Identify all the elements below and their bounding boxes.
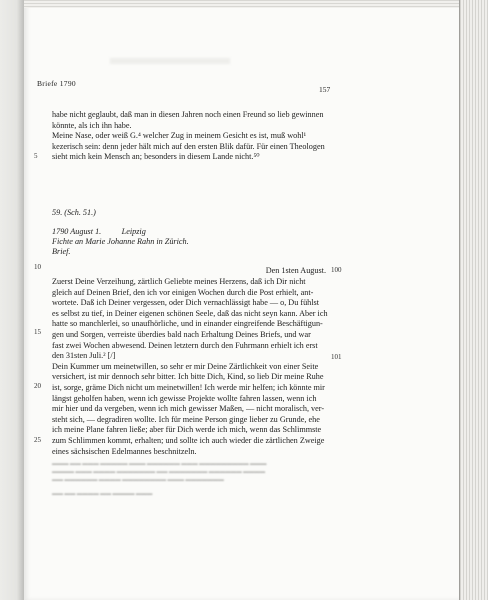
text-line: hatte so manchlerlei, so unaufhörliche, und in einander eingreifende Beschäftigun- — [52, 319, 323, 329]
text-line: den 31sten Juli.² [/] — [52, 351, 116, 361]
faded-show-through — [110, 58, 230, 64]
letter-body — [52, 277, 326, 457]
text-line: zum Schlimmen kommt, erhalten; und sollte ich auch wieder die zärtlichen Zweige — [52, 435, 325, 445]
text-line: könnte, als ich ihn habe. — [52, 120, 132, 130]
letter-recipient: Fichte an Marie Johanne Rahn in Zürich. — [52, 237, 189, 246]
text-line: gen und Sorgen, verreiste überdies bald nach Erhaltung Deines Briefs, und war — [52, 329, 311, 339]
text-line: Meine Nase, oder weiß G.⁴ welcher Zug in meinem Gesicht es ist, muß wohl¹ — [52, 131, 307, 141]
text-line: wortete. Daß ich Deiner vergessen, oder Dich vernachlässigt habe — o, Du fühlst — [52, 298, 319, 308]
line-number: 15 — [34, 328, 41, 336]
text-line: kezerisch sein: denn jeder hält mich auf den ersten Blik dafür. Für einen Theologen — [52, 141, 325, 151]
line-number: 10 — [34, 263, 41, 271]
text-line: mir hier und da vergeben, wenn ich mich gewisser Maßen, — nicht moralisch, ver- — [52, 404, 325, 414]
margin-reference-number: 100 — [331, 266, 342, 274]
text-line: Dein Kummer um meinetwillen, so sehr er mir Deine Zärtlichkeit von einer Seite — [52, 361, 319, 371]
letter-date-place: 1790 August 1. Leipzig — [52, 227, 146, 236]
text-line: längst geholfen haben, wenn ich gewisse Projekte wollte fahren lassen, wenn ich — [52, 393, 317, 403]
margin-reference-number: 101 — [331, 353, 342, 361]
blurred-footnotes: ▬▬▬ ▬▬ ▬▬▬ ▬▬▬▬▬ ▬▬▬ ▬▬▬▬▬▬ ▬▬▬ ▬▬▬▬▬▬▬▬▬ ▬▬▬ ▬▬▬▬ ▬▬▬ ▬▬▬▬ ▬▬▬▬▬▬▬ ▬▬ ▬▬▬▬▬▬▬ ▬▬▬▬▬▬ ▬▬▬▬ ▬▬ ▬▬▬▬▬▬ ▬▬▬▬ ▬▬▬▬▬▬▬▬ ▬▬▬ ▬▬▬▬▬▬▬ ▬▬ ▬▬ ▬▬▬▬ ▬▬ ▬▬▬▬ ▬▬▬ — [52, 461, 267, 497]
line-number: 20 — [34, 382, 41, 390]
page-top-edge — [24, 0, 460, 8]
line-number: 5 — [34, 152, 38, 160]
page-number: 157 — [319, 85, 331, 94]
page-stack-edge — [459, 0, 488, 600]
letter-number: 59. (Sch. 51.) — [52, 208, 96, 217]
text-line: gleich auf Deinen Brief, den ich vor einigen Wochen durch die Post erhielt, ant- — [52, 287, 314, 297]
text-line: versichert, ist mir dennoch sehr bitter. Ich bitte Dich, Kind, so lieb Dir meine Ruhe — [52, 372, 324, 382]
text-line: sieht mich kein Mensch an; besonders in diesem Lande nicht.⁵⁰ — [52, 152, 260, 162]
facing-page-edge — [0, 0, 24, 600]
text-line: habe nicht geglaubt, daß man in diesen Jahren noch einen Freund so lieb gewinnen — [52, 110, 324, 119]
line-number: 25 — [34, 436, 41, 444]
running-title: Briefe 1790 — [37, 79, 76, 88]
text-line: fast zwei Wochen abwesend. Deinen letztern durch den Fuhrmann erhielt ich erst — [52, 340, 318, 350]
letter-dateline: Den 1sten August. — [265, 266, 326, 275]
text-line: steht sich, — degradiren wollte. Ich für meine Person ginge lieber zu Grunde, ehe — [52, 414, 320, 424]
text-line: Zuerst Deine Verzeihung, zärtlich Geliebte meines Herzens, daß ich Dir nicht — [52, 277, 306, 286]
text-line: eines sächsischen Edelmannes beschnitzeln. — [52, 446, 197, 456]
text-line: ich meine Plane fahren ließe; aber für Dich werde ich mich, wenn das Schlimmste — [52, 425, 322, 435]
text-line: ist, sorge, gräme Dich nicht um meinetwillen! Ich werde mir helfen; ich könnte mir — [52, 382, 325, 392]
text-line: es selbst zu tief, in Deiner eigenen schönen Seele, daß das nicht seyn kann. Aber ich — [52, 308, 328, 318]
top-paragraph — [52, 110, 326, 163]
letter-type: Brief. — [52, 247, 71, 256]
